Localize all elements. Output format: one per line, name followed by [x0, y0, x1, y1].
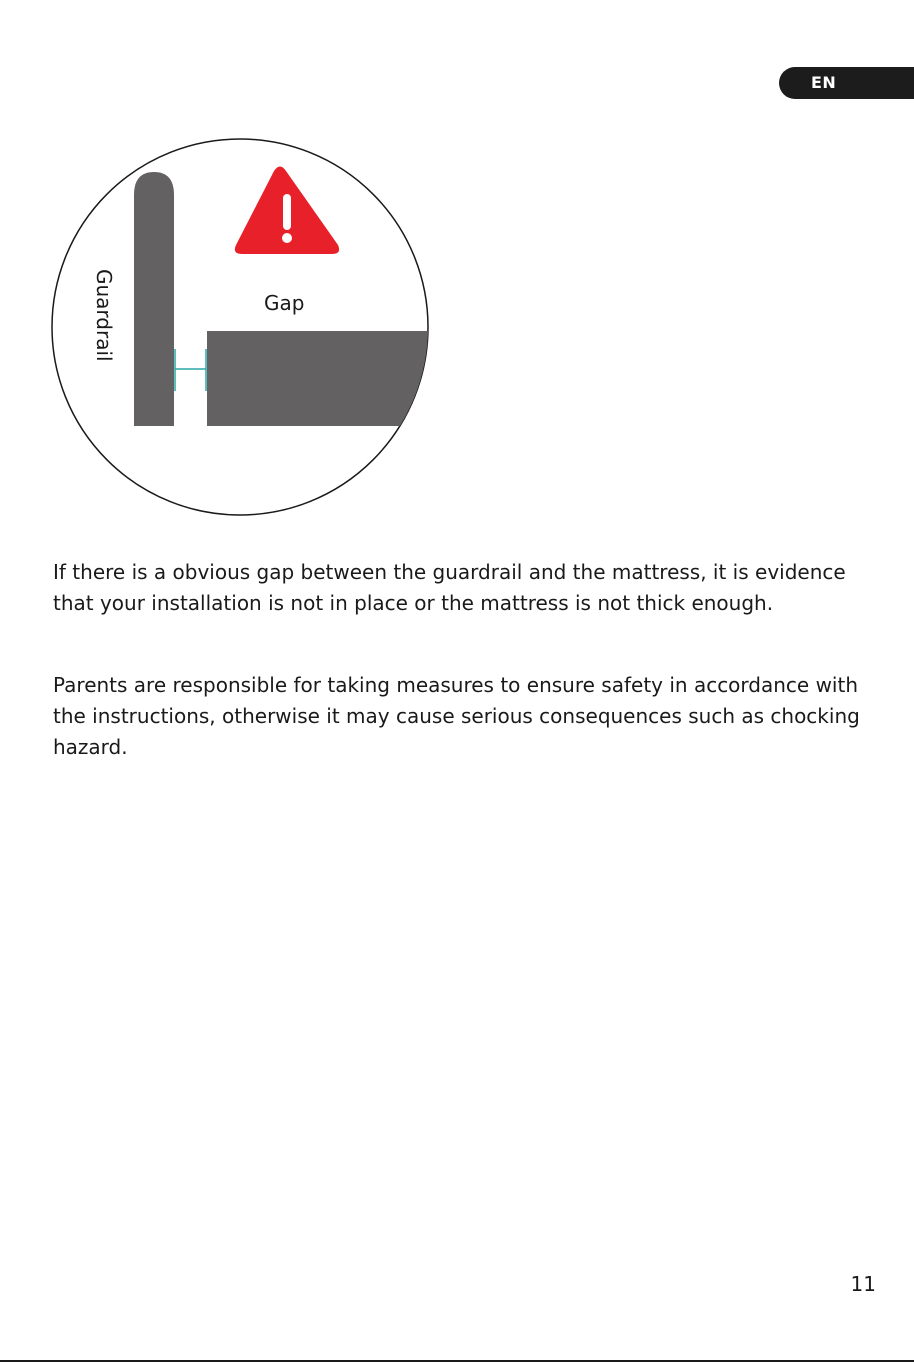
gap-label: Gap	[264, 291, 305, 315]
page-number: 11	[850, 1272, 876, 1296]
gap-warning-paragraph: If there is a obvious gap between the guardrail and the mattress, it is evidence that your installation is not in place or the mattress is not thick enough.	[53, 560, 846, 615]
gap-illustration	[50, 137, 434, 517]
language-badge-label: EN	[811, 73, 837, 92]
language-badge	[779, 67, 914, 99]
mattress-shape	[207, 331, 434, 426]
parent-responsibility-paragraph: Parents are responsible for taking measures to ensure safety in accordance with the instructions, otherwise it may cause serious consequences such as chocking hazard.	[53, 673, 860, 759]
gap-diagram	[50, 137, 434, 517]
guardrail-shape	[134, 172, 174, 426]
guardrail-label: Guardrail	[92, 269, 116, 362]
